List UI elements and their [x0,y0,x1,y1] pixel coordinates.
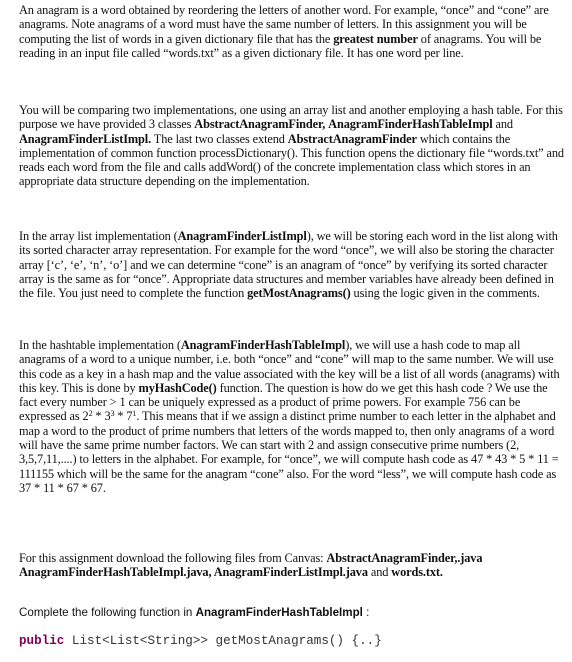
list-class-name: AnagramFinderListImpl [177,229,307,243]
hash-function-name: myHashCode() [138,380,217,395]
hash-text-6: . This means that if we assign a distinct prime number to each letter in the alphabet and map a word to the product of prime numbers that letters of the words mapped to, then only anagrams of a word will have the same prime number factors. We can start with 2 and assign consecutive prime numbers (2, 3,5,7,11,....) to letters in the alphabet. For example, for “once”, we will compute hash code as 47 * 43 * 5 * 11 = 111155 which will be the same for the anagram “cone” also. For the word “less”, we will compute hash code as 37 * 11 * 67 * 67. [19,409,559,495]
hash-text-4: * 3 [92,409,111,424]
impl-class-hashtable: AnagramFinderHashTableImpl [328,117,493,132]
download-text-2: and [367,565,392,580]
array-list-paragraph [19,229,564,300]
impl-text-3: and [492,117,513,132]
exponent-1: 1 [132,409,137,419]
intro-text-1: An anagram is a word obtained by reordering the letters of another word. For example, “once” and “cone” are anagrams. Note anagrams of a word must have the same number of letters. In this assignment you will be computing the list of words in a given dictionary file that has the [19,3,549,46]
hash-text-5: * 7 [114,409,133,424]
intro-text-2: of anagrams. You will be reading in an input file called “words.txt” as a given dictionary file. It has one word per line. [19,31,542,60]
list-text-1: In the array list implementation ( [19,229,178,243]
task-class-name: AnagramFinderHashTableImpl [195,606,363,619]
task-text-2: : [362,606,370,619]
download-paragraph [19,551,564,580]
hash-text-1: In the hashtable implementation ( [19,338,181,352]
exponent-2: 2 [88,409,93,419]
impl-text-5: which contains the implementation of common function processDictionary(). This function opens the dictionary file “words.txt” and reads each word from the file and calls addWord() of the concrete implementation class which stores in an appropriate data structure depending on the implementation. [19,131,564,189]
list-text-3: using the logic given in the comments. [350,286,540,301]
intro-paragraph [19,3,564,60]
task-paragraph [19,606,564,620]
hash-class-name: AnagramFinderHashTableImpl [180,338,346,352]
impl-class-list: AnagramFinderListImpl. [19,131,152,146]
intro-bold-greatest-number: greatest number [333,31,418,46]
exponent-3: 3 [110,409,115,419]
impl-text-4: The last two classes extend [151,131,288,146]
hash-text-3: function. The question is how do we get this hash code ? We use the fact every number > 1 can be uniquely expressed as a product of prime powers. For example 756 can be expressed as 2 [19,380,548,424]
impl-class-abstract-2: AbstractAnagramFinder [287,131,417,146]
download-words-file: words.txt. [391,565,443,580]
impl-class-abstract: AbstractAnagramFinder, [194,117,326,132]
code-keyword-public: public [19,634,65,648]
download-file-list: AbstractAnagramFinder,.java AnagramFinderHashTableImpl.java, AnagramFinderListImpl.java [19,551,483,580]
list-function-name: getMostAnagrams() [247,286,351,301]
function-signature-code [19,633,382,649]
implementations-paragraph [19,103,564,189]
code-signature-rest: List<List<String>> getMostAnagrams() {..} [64,634,382,648]
list-text-2: ), we will be storing each word in the list along with its sorted character array representation. For example for the word “once”, we will also be storing the character array [‘c’, ‘e’, ‘n’, ‘o’] and we can determine “cone” is an anagram of “once” by verifying its sorted character array is the same as for “once”. Appropriate data structures and member variables have already been defined in the file. You just need to complete the function [19,229,558,301]
task-text-1: Complete the following function in [19,606,196,619]
download-text-1: For this assignment download the following files from Canvas: [19,551,327,565]
impl-text-1: You will be comparing two implementations, one using an array list and another employing a hash table. For this purpose we have provided 3 classes [19,103,563,132]
hash-text-2: ), we will use a hash code to map all anagrams of a word to a unique number, i.e. both “once” and “cone” will map to the same number. We will use this code as a key in a hash map and the value associated with the key will be a list of all words (anagrams) with this key. This is done by [19,338,560,395]
hashtable-paragraph [19,338,564,495]
